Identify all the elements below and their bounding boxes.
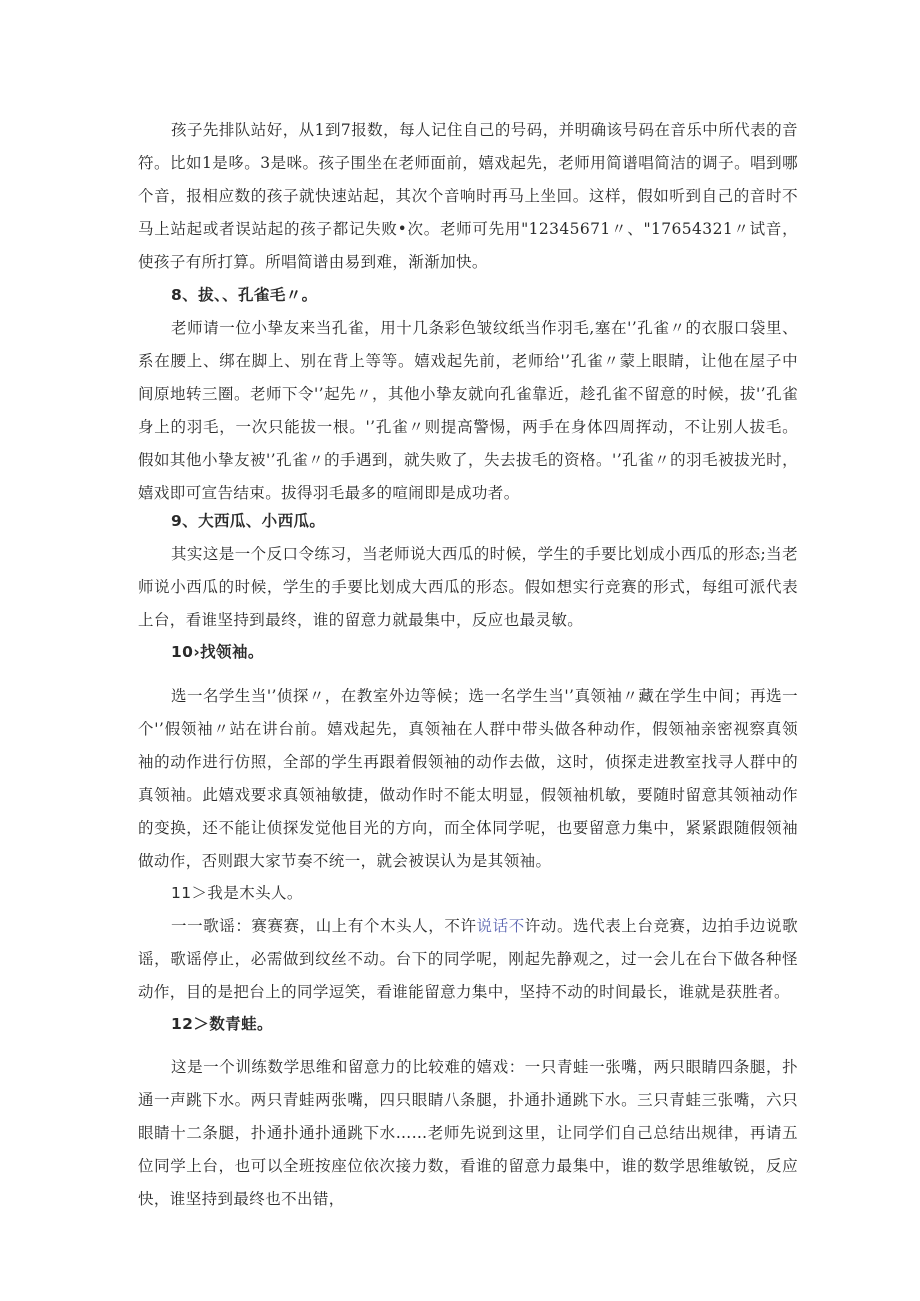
section-body-11 [138,910,798,1009]
intro-paragraph: 孩子先排队站好，从1到7报数，每人记住自己的号码，并明确该号码在音乐中所代表的音符。比如1是哆。3是咪。孩子围坐在老师面前，嬉戏起先，老师用简谱唱简洁的调子。唱到哪个音，报相应数的孩子就快速站起，其次个音响时再马上坐回。这样，假如听到自己的音时不马上站起或者误站起的孩子都记失败•次。老师可先用"12345671〃、"17654321〃试音，使孩子有所打算。所唱简谱由易到难，渐渐加快。 [138,121,798,271]
section-heading-10: 10›找领袖。 [171,643,264,661]
section-heading-8: 8、拔、、孔雀毛〃。 [171,286,318,304]
section-heading-9: 9、大西瓜、小西瓜。 [171,512,326,530]
section-body-11-text-start: 一一歌谣：赛赛赛，山上有个木头人，不许 [171,917,477,935]
section-body-10: 选一名学生当'’侦探〃，在教室外边等候；选一名学生当'’真领袖〃藏在学生中间；再选一个'’假领袖〃站在讲台前。嬉戏起先，真领袖在人群中带头做各种动作，假领袖亲密视察真领袖的动作进行仿照，全部的学生再跟着假领袖的动作去做，这时，侦探走进教室找寻人群中的真领袖。此嬉戏要求真领袖敏捷，做动作时不能太明显，假领袖机敏，要随时留意其领袖动作的变换，还不能让侦探发觉他目光的方向，而全体同学呢，也要留意力集中，紧紧跟随假领袖做动作，否则跟大家节奏不统一，就会被误认为是其领袖。 [138,687,798,870]
section-heading-12: 12＞数青蛙。 [171,1015,273,1033]
section-body-12: 这是一个训练数学思维和留意力的比较难的嬉戏：一只青蛙一张嘴，两只眼睛四条腿，扑通一声跳下水。两只青蛙两张嘴，四只眼睛八条腿，扑通扑通跳下水。三只青蛙三张嘴，六只眼睛十二条腿，扑通扑通扑通跳下水……老师先说到这里，让同学们自己总结出规律，再请五位同学上台，也可以全班按座位依次接力数，看谁的留意力最集中，谁的数学思维敏锐，反应快，谁坚持到最终也不出错， [138,1058,798,1208]
section-body-8: 老师请一位小挚友来当孔雀，用十几条彩色皱纹纸当作羽毛,塞在'’孔雀〃的衣服口袋里、系在腰上、绑在脚上、别在背上等等。嬉戏起先前，老师给'’孔雀〃蒙上眼睛，让他在屋子中间原地转三圈。老师下令'’起先〃，其他小挚友就向孔雀靠近，趁孔雀不留意的时候，拔'’孔雀身上的羽毛，一次只能拔一根。'’孔雀〃则提高警惕，两手在身体四周挥动，不让别人拔毛。假如其他小挚友被'’孔雀〃的手遇到，就失败了，失去拔毛的资格。'’孔雀〃的羽毛被拔光时，嬉戏即可宣告结束。拔得羽毛最多的喧闹即是成功者。 [138,319,798,502]
section-body-11-text-end: 许动。选代表上台竞赛，边拍手边说歌谣，歌谣停止，必需做到纹丝不动。台下的同学呢，刚起先静观之，过一会儿在台下做各种怪动作，目的是把台上的同学逗笑，看谁能留意力集中，坚持不动的时间最长，谁就是获胜者。 [138,917,798,1001]
section-body-9: 其实这是一个反口令练习，当老师说大西瓜的时候，学生的手要比划成小西瓜的形态;当老师说小西瓜的时候，学生的手要比划成大西瓜的形态。假如想实行竞赛的形式，每组可派代表上台，看谁坚持到最终，谁的留意力就最集中，反应也最灵敏。 [138,545,798,629]
section-heading-11: 11＞我是木头人。 [171,884,303,902]
hyperlink-text[interactable]: 说话不 [476,917,525,935]
